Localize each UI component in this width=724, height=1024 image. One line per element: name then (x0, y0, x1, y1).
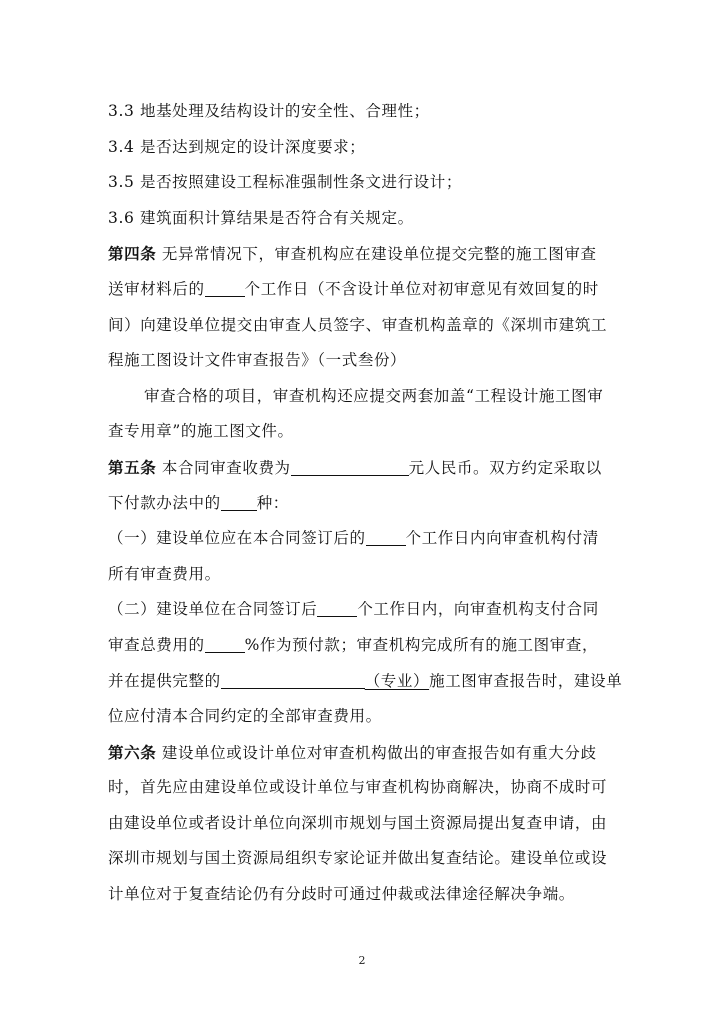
article-6-heading: 第六条 (108, 742, 157, 762)
blank-option-2-days (317, 598, 357, 617)
blank-payment-option (221, 492, 257, 511)
item-3-5: 3.5 是否按照建设工程标准强制性条文进行设计； (108, 173, 462, 192)
option-2-line-4: 位应付清本合同约定的全部审查费用。 (108, 707, 382, 726)
option-1-line-1: （一）建设单位应在本合同签订后的 个工作日内向审查机构付清 (108, 529, 599, 548)
article-5-line-2: 下付款办法中的 种： (108, 493, 289, 512)
article-4-line-1: 第四条 无异常情况下，审查机构应在建设单位提交完整的施工图审查 (108, 244, 597, 264)
blank-working-days (205, 278, 245, 297)
option-1-line-2: 所有审查费用。 (108, 564, 221, 583)
blank-option-1-days (366, 527, 406, 546)
article-4-para-2-line-2: 查专用章”的施工图文件。 (108, 422, 294, 441)
page-number: 2 (358, 954, 366, 967)
article-6-line-3: 由建设单位或者设计单位向深圳市规划与国土资源局提出复查申请，由 (108, 813, 608, 832)
article-6-line-4: 深圳市规划与国土资源局组织专家论证并做出复查结论。建设单位或设 (108, 849, 608, 868)
option-2-line-1: （二）建设单位在合同签订后 个工作日内，向审查机构支付合同 (108, 600, 599, 619)
article-4-line-4: 程施工图设计文件审查报告》（一式叁份） (108, 351, 407, 370)
article-4-para-2-line-1: 审查合格的项目，审查机构还应提交两套加盖“工程设计施工图审 (144, 386, 604, 405)
blank-fee-amount (291, 457, 409, 476)
article-6-line-2: 时，首先应由建设单位或设计单位与审查机构协商解决，协商不成时可 (108, 778, 608, 797)
article-4-line-3: 间）向建设单位提交由审查人员签字、审查机构盖章的《深圳市建筑工 (108, 315, 608, 334)
option-2-line-3: 并在提供完整的 （专业）施工图审查报告时，建设单 (108, 671, 623, 690)
article-4-line-2: 送审材料后的 个工作日（不含设计单位对初审意见有效回复的时 (108, 279, 599, 298)
item-3-6: 3.6 建筑面积计算结果是否符合有关规定。 (108, 208, 414, 227)
document-page (108, 94, 636, 913)
blank-prepay-percent (205, 634, 245, 653)
article-5-line-1: 第五条 本合同审查收费为 元人民币。双方约定采取以 (108, 457, 602, 477)
article-6-line-1: 第六条 建设单位或设计单位对审查机构做出的审查报告如有重大分歧 (108, 742, 597, 762)
blank-specialty (221, 670, 365, 689)
article-4-heading: 第四条 (108, 244, 157, 264)
article-6-line-5: 计单位对于复查结论仍有分歧时可通过仲裁或法律途径解决争端。 (108, 885, 575, 904)
item-3-4: 3.4 是否达到规定的设计深度要求； (108, 137, 366, 156)
option-2-line-2: 审查总费用的 %作为预付款；审查机构完成所有的施工图审查， (108, 635, 599, 654)
item-3-3: 3.3 地基处理及结构设计的安全性、合理性； (108, 102, 430, 120)
article-5-heading: 第五条 (108, 457, 157, 477)
